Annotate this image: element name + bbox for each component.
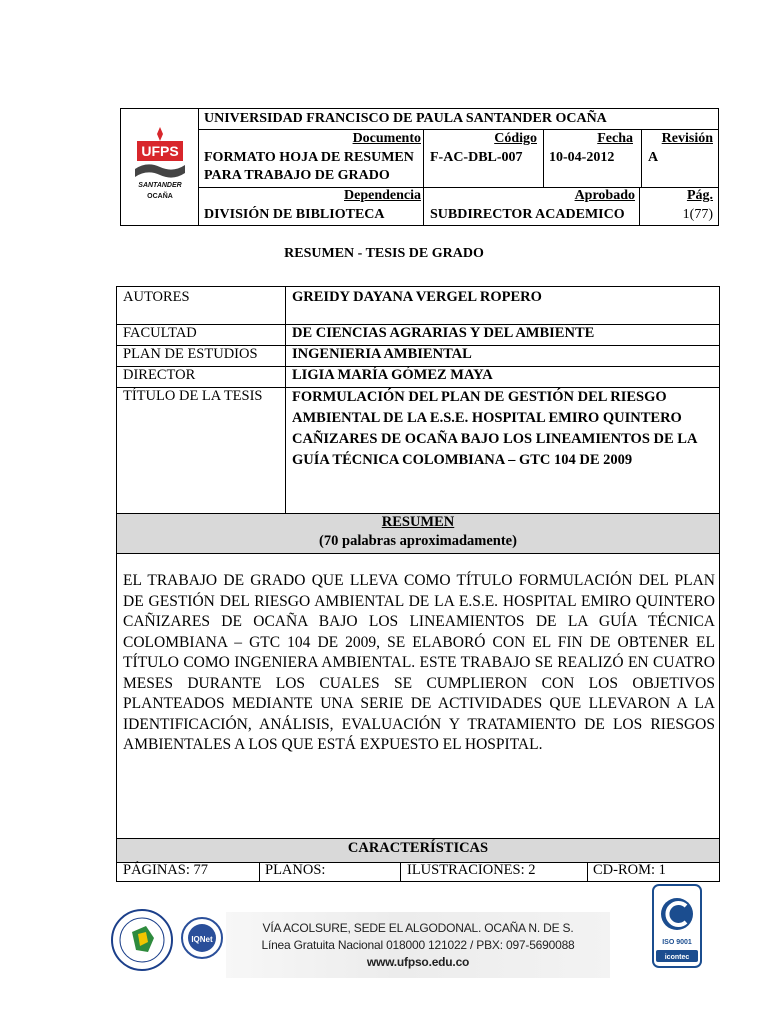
facultad-value: DE CIENCIAS AGRARIAS Y DEL AMBIENTE: [292, 325, 595, 341]
dependencia-label: Dependencia: [344, 188, 421, 203]
pag-label: Pág.: [686, 188, 713, 203]
revision-label: Revisión: [661, 131, 713, 146]
footer-address: VÍA ACOLSURE, SEDE EL ALGODONAL. OCAÑA N. DE S.: [262, 921, 574, 935]
document-header: [120, 108, 719, 226]
codigo-value: F-AC-DBL-007: [430, 150, 523, 165]
autores-value: GREIDY DAYANA VERGEL ROPERO: [292, 289, 542, 305]
svg-text:OCAÑA: OCAÑA: [147, 193, 173, 200]
revision-value: A: [648, 150, 659, 165]
icontec-iso-badge-icon: [652, 884, 702, 968]
aprobado-label: Aprobado: [574, 188, 635, 203]
cdrom-cell: CD-ROM: 1: [593, 862, 666, 878]
svg-text:icontec: icontec: [664, 954, 690, 961]
autores-label: AUTORES: [123, 289, 190, 305]
resumen-heading: RESUMEN: [381, 514, 455, 530]
documento-line1: FORMATO HOJA DE RESUMEN: [204, 150, 414, 165]
facultad-label: FACULTAD: [123, 325, 197, 341]
aprobado-value: SUBDIRECTOR ACADEMICO: [430, 207, 625, 222]
svg-text:IQNet: IQNet: [191, 935, 213, 944]
footer-website[interactable]: www.ufpso.edu.co: [366, 955, 470, 969]
resumen-subheading: (70 palabras aproximadamente): [319, 533, 517, 549]
svg-text:ISO 9001: ISO 9001: [662, 939, 692, 946]
ufps-logo: [127, 125, 193, 201]
plan-label: PLAN DE ESTUDIOS: [123, 346, 258, 362]
ilustraciones-cell: ILUSTRACIONES: 2: [407, 862, 536, 878]
summary-table: [116, 286, 720, 882]
director-label: DIRECTOR: [123, 367, 196, 383]
planos-cell: PLANOS:: [265, 862, 326, 878]
fecha-value: 10-04-2012: [549, 150, 615, 165]
footer-phone: Línea Gratuita Nacional 018000 121022 / PBX: 097-5690088: [261, 938, 575, 952]
logo-cell: [121, 109, 199, 225]
university-name: UNIVERSIDAD FRANCISCO DE PAULA SANTANDER OCAÑA: [204, 111, 607, 126]
titulo-label: TÍTULO DE LA TESIS: [123, 388, 263, 404]
documento-line2: PARA TRABAJO DE GRADO: [204, 168, 390, 183]
document-title: RESUMEN - TESIS DE GRADO: [284, 246, 484, 261]
caracteristicas-heading: CARACTERÍSTICAS: [347, 840, 489, 856]
documento-label: Documento: [352, 131, 421, 146]
svg-text:SANTANDER: SANTANDER: [138, 182, 182, 189]
university-seal-icon: [110, 908, 174, 972]
svg-text:UFPS: UFPS: [141, 143, 179, 159]
director-value: LIGIA MARÍA GÓMEZ MAYA: [292, 367, 493, 383]
fecha-label: Fecha: [597, 131, 633, 146]
resumen-text: EL TRABAJO DE GRADO QUE LLEVA COMO TÍTULO FORMULACIÓN DEL PLAN DE GESTIÓN DEL RIESGO AMBIENTAL DE LA E.S.E. HOSPITAL EMIRO QUINTERO CAÑIZARES DE OCAÑA BAJO LOS LINEAMIENTOS DE LA GUÍA TÉCNICA COLOMBIANA – GTC 104 DE 2009, SE ELABORÓ CON EL FIN DE OBTENER EL TÍTULO COMO INGENIERA AMBIENTAL. ESTE TRABAJO SE REALIZÓ EN CUATRO MESES DURANTE LOS CUALES SE CUMPLIERON CON LOS OBJETIVOS PLANTEADOS MEDIANTE UNA SERIE DE ACTIVIDADES QUE LLEVARON A LA IDENTIFICACIÓN, ANÁLISIS, EVALUACIÓN Y TRATAMIENTO DE LOS RIESGOS AMBIENTALES A LOS QUE ESTÁ EXPUESTO EL HOSPITAL.: [123, 572, 715, 753]
paginas-cell: PÁGINAS: 77: [123, 862, 208, 878]
pag-value: 1(77): [682, 207, 713, 222]
plan-value: INGENIERIA AMBIENTAL: [292, 346, 472, 362]
titulo-value: FORMULACIÓN DEL PLAN DE GESTIÓN DEL RIESGO AMBIENTAL DE LA E.S.E. HOSPITAL EMIRO QUINTERO CAÑIZARES DE OCAÑA BAJO LOS LINEAMIENTOS DE LA GUÍA TÉCNICA COLOMBIANA – GTC 104 DE 2009: [292, 389, 697, 468]
codigo-label: Código: [494, 131, 537, 146]
iqnet-certificate-icon: [180, 914, 224, 970]
dependencia-value: DIVISIÓN DE BIBLIOTECA: [204, 207, 385, 222]
